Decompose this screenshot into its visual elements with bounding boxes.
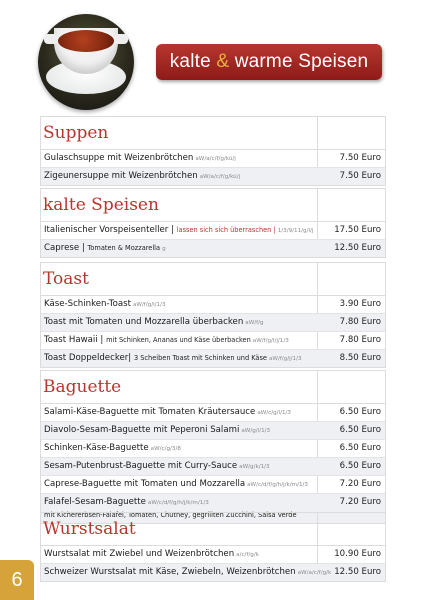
page-title-banner	[156, 44, 382, 80]
menu-item: Salami-Käse-Baguette mit Tomaten Kräutersauce aW/c/g/l/1/3 6.50 Euro	[41, 404, 385, 422]
page-number: 6	[0, 560, 34, 600]
menu-item: Schinken-Käse-Baguette aW/c/g/3/8 6.50 Euro	[41, 440, 385, 458]
cup-handle-left	[44, 34, 58, 44]
item-price: 6.50 Euro	[339, 407, 381, 417]
cup-handle-right	[114, 34, 128, 44]
section-title: Suppen	[41, 117, 385, 150]
menu-item: Caprese | Tomaten & Mozzarella g 12.50 Euro	[41, 240, 385, 257]
item-price: 12.50 Euro	[334, 243, 381, 253]
item-price: 7.50 Euro	[339, 153, 381, 163]
section-toast	[40, 262, 386, 368]
menu-item: Zigeunersuppe mit Weizenbrötchen aW/a/c/f/g/kü/j 7.50 Euro	[41, 168, 385, 185]
menu-item: Schweizer Wurstsalat mit Käse, Zwiebeln, Weizenbrötchen aW/a/c/f/g/k 12.50 Euro	[41, 564, 385, 581]
menu-item: Italienischer Vorspeisenteller | lassen sich sich überraschen | 1/3/9/11/g/l/j 17.50 Euro	[41, 222, 385, 240]
menu-item: Diavolo-Sesam-Baguette mit Peperoni Salami aW/g/l/1/3 6.50 Euro	[41, 422, 385, 440]
section-suppen	[40, 116, 386, 186]
banner-text-2: warme Speisen	[229, 51, 369, 72]
banner-ampersand: &	[216, 51, 230, 72]
section-title: Wurstsalat	[41, 513, 385, 546]
item-price: 7.50 Euro	[339, 171, 381, 181]
item-price: 12.50 Euro	[334, 567, 381, 577]
menu-item: Caprese-Baguette mit Tomaten und Mozzarella aW/c/d/f/g/h/j/k/m/1/3 7.20 Euro	[41, 476, 385, 494]
item-price: 10.90 Euro	[334, 549, 381, 559]
section-kalte-speisen	[40, 188, 386, 258]
menu-item: Wurstsalat mit Zwiebel und Weizenbrötchen a/c/f/g/k 10.90 Euro	[41, 546, 385, 564]
item-price: 7.20 Euro	[339, 479, 381, 489]
item-price: 7.80 Euro	[339, 317, 381, 327]
menu-item: Falafel-Sesam-Baguette aW/c/d/f/g/h/j/k/m/1/3 7.20 Euro mit Kichererbsen-Falafel, Tomaten, Chutney, gegrillten Zucchini, Salsa Verde	[41, 494, 385, 523]
menu-item: Sesam-Putenbrust-Baguette mit Curry-Sauce aW/g/k/1/3 6.50 Euro	[41, 458, 385, 476]
item-price: 6.50 Euro	[339, 461, 381, 471]
menu-item: Toast mit Tomaten und Mozzarella überbacken aW/f/g 7.80 Euro	[41, 314, 385, 332]
item-price: 7.20 Euro	[339, 497, 381, 507]
menu-item: Käse-Schinken-Toast aW/f/g/l/1/3 3.90 Euro	[41, 296, 385, 314]
banner-text-1: kalte	[169, 51, 217, 72]
item-description: mit Kichererbsen-Falafel, Tomaten, Chutney, gegrillten Zucchini, Salsa Verde	[44, 511, 297, 519]
item-price: 8.50 Euro	[339, 353, 381, 363]
menu-item: Toast Hawaii | mit Schinken, Ananas und Käse überbacken aW/f/g/l/j/1/3 7.80 Euro	[41, 332, 385, 350]
menu-item: Toast Doppeldecker| 3 Scheiben Toast mit Schinken und Käse aW/f/g/j/1/3 8.50 Euro	[41, 350, 385, 367]
soup-photo	[38, 14, 134, 110]
section-title: Baguette	[41, 371, 385, 404]
section-baguette	[40, 370, 386, 524]
item-price: 6.50 Euro	[339, 443, 381, 453]
section-wurstsalat	[40, 512, 386, 582]
item-price: 3.90 Euro	[339, 299, 381, 309]
item-price: 17.50 Euro	[334, 225, 381, 235]
menu-item: Gulaschsuppe mit Weizenbrötchen aW/a/c/f/g/kü/j 7.50 Euro	[41, 150, 385, 168]
item-price: 7.80 Euro	[339, 335, 381, 345]
section-title: Toast	[41, 263, 385, 296]
section-title: kalte Speisen	[41, 189, 385, 222]
item-price: 6.50 Euro	[339, 425, 381, 435]
soup-shape	[58, 30, 114, 52]
